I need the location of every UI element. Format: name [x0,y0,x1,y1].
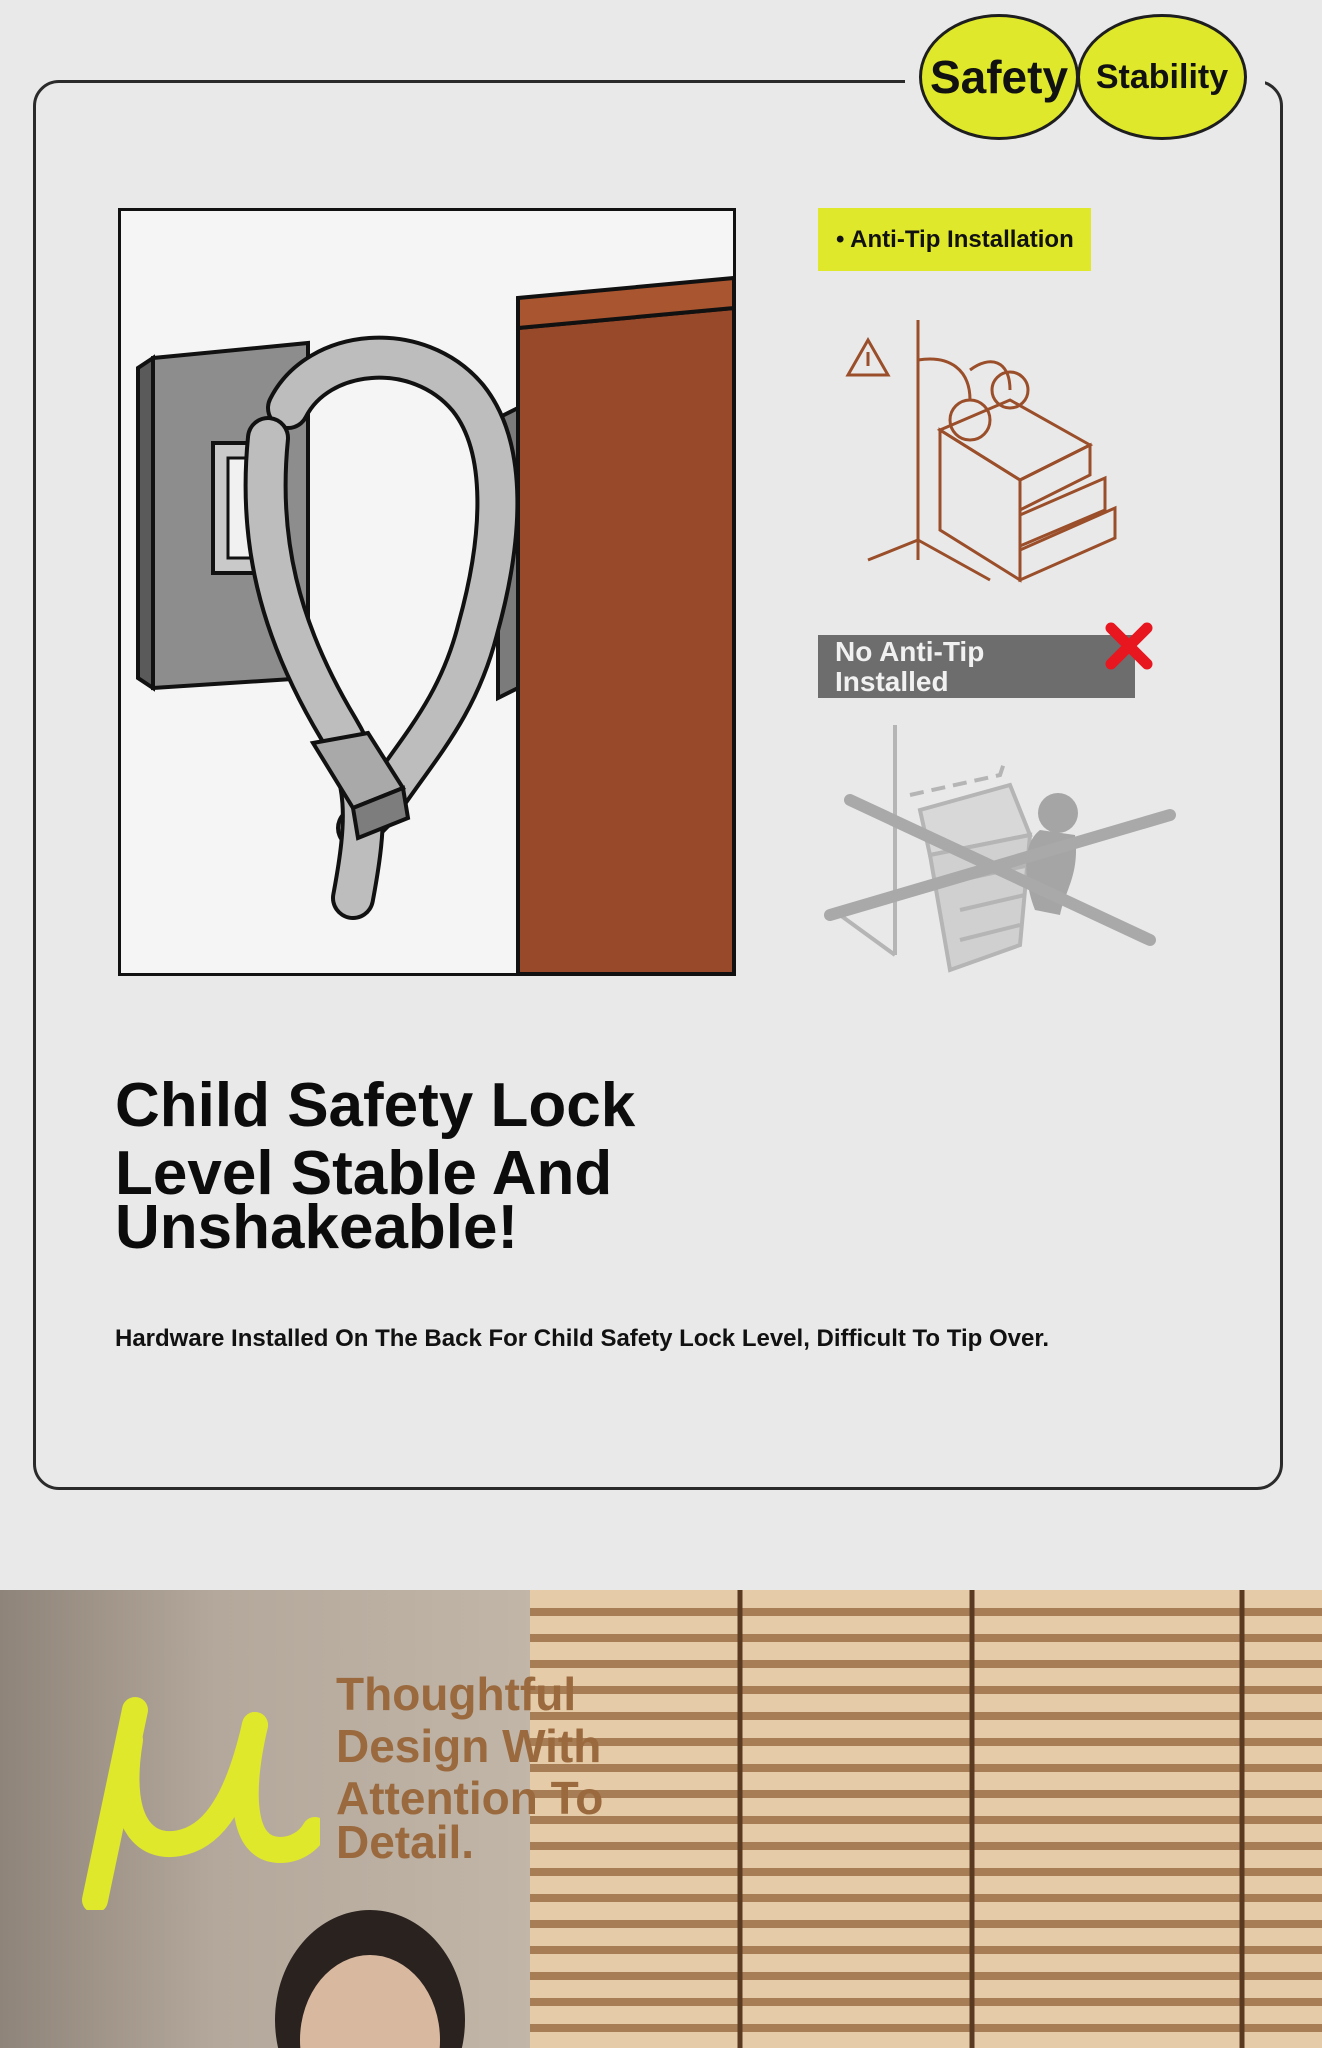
feature-headline [115,1071,715,1262]
red-x-icon [1103,620,1155,672]
headline-line1: Child Safety Lock [115,1071,636,1140]
headline-line3: Unshakeable! [115,1193,519,1262]
tagline-line2: Design With [336,1720,602,1772]
tagline-line1: Thoughtful [336,1668,577,1720]
no-anti-tip-line1: No Anti-Tip [835,636,985,667]
tagline-line4: Detail. [336,1816,475,1868]
safety-strap-illustration [118,208,736,976]
detail-banner [0,1590,1322,2048]
anti-tip-dresser-illustration [840,310,1130,590]
feature-description: Hardware Installed On The Back For Child Safety Lock Level, Difficult To Tip Over. [115,1325,1049,1352]
anti-tip-installation-label: • Anti-Tip Installation [818,208,1091,271]
mu-logo-icon [80,1680,320,1910]
headline-line2: Level Stable And [115,1139,613,1208]
tipping-dresser-illustration [820,715,1180,980]
detail-tagline [336,1668,676,1868]
tagline-line3: Attention To [336,1772,604,1824]
no-anti-tip-label [818,635,1135,698]
no-anti-tip-line2: Installed [835,666,949,697]
safety-badge: Safety [919,14,1079,140]
stability-badge: Stability [1077,14,1247,140]
